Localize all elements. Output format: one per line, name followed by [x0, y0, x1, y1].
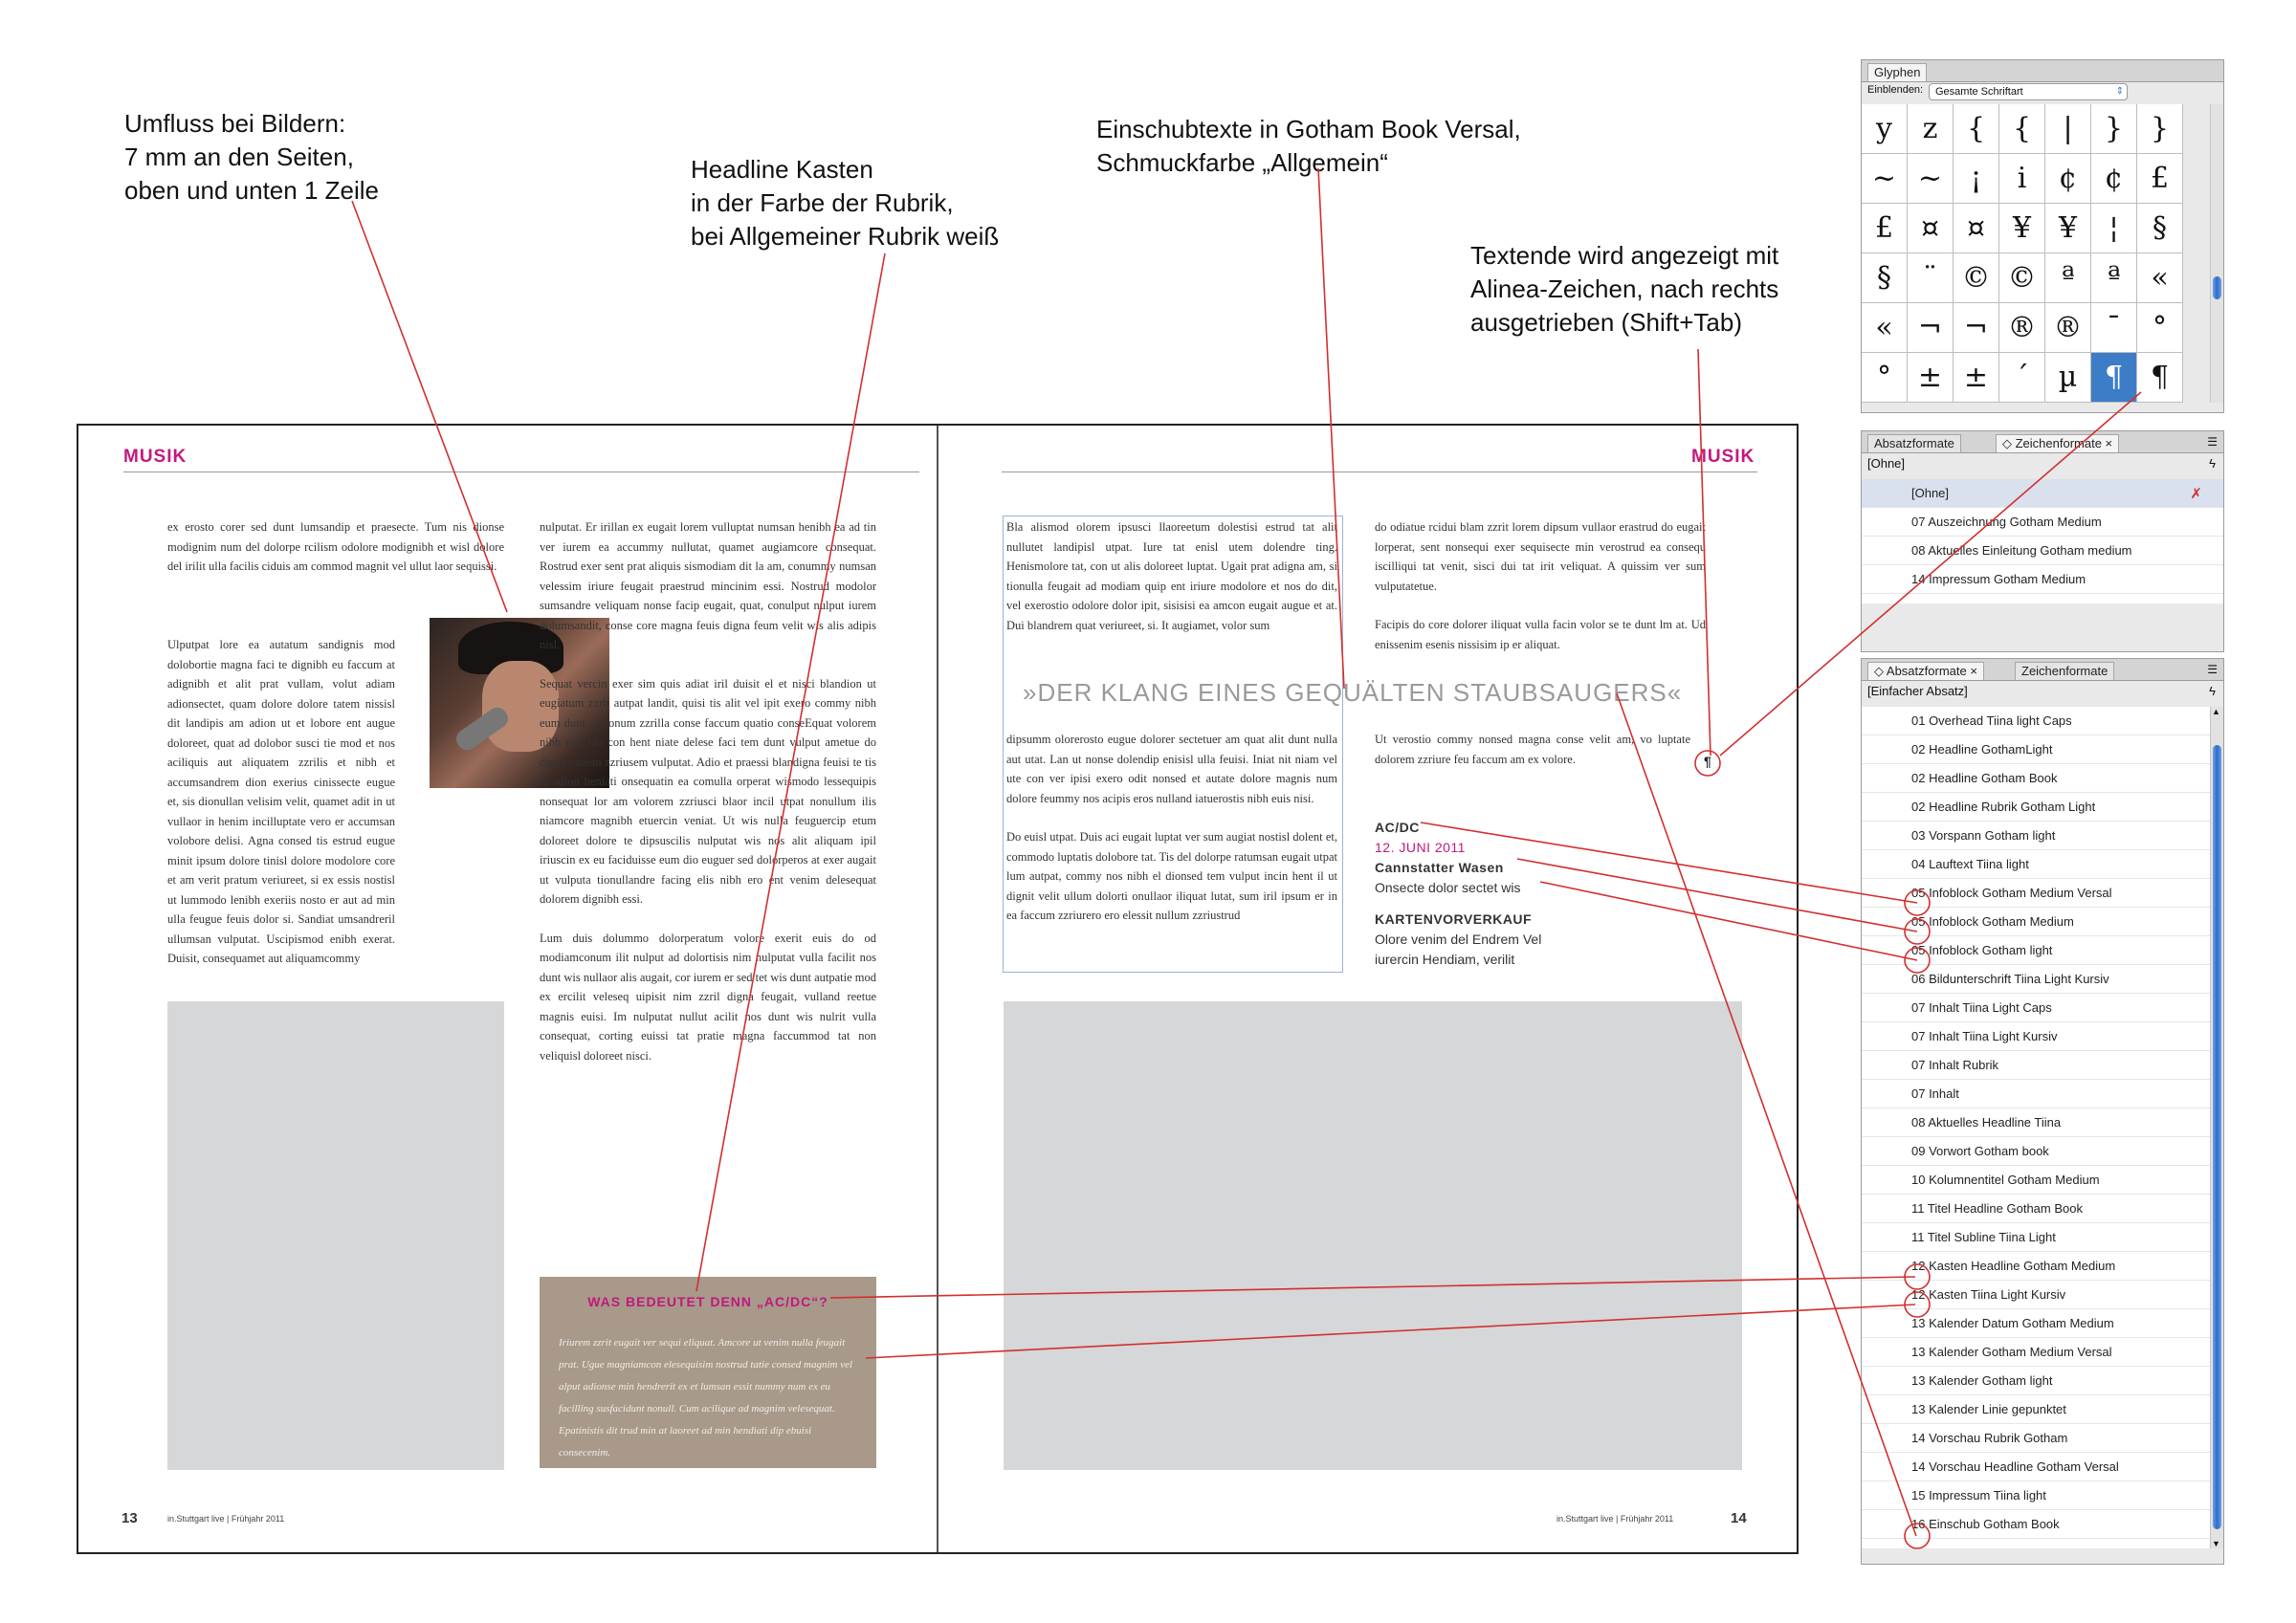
glyph-cell[interactable]: ¶ — [2137, 353, 2183, 403]
glyph-cell[interactable]: ¬ — [1954, 303, 1999, 353]
paragraph-style-item[interactable]: 05 Infoblock Gotham Medium — [1862, 908, 2210, 936]
glyphs-tabbar — [1862, 60, 2223, 82]
glyph-cell[interactable]: £ — [2137, 154, 2183, 204]
einschub-pullquote: »DER KLANG EINES GEQUÄLTEN STAUBSAUGERS« — [1023, 678, 1683, 707]
kasten-text: Iriurem zzrit eugait ver sequi eliquat. Amcore ut venim nulla feugait prat. Ugue magniamcon elesequisim nostrud tatie consed magnim vel alput adionse min hendrerit ex et lumsan essit nummy num ex eu facilling susfacidunt nonull. Cum acilique ad magnim velesequat. Epatinistis dit trud min at laoreet ad min hendiati dip ebuisi consecenim. — [559, 1337, 853, 1459]
paragraph-style-item[interactable]: 14 Vorschau Rubrik Gotham — [1862, 1424, 2210, 1453]
paragraph-style-item[interactable]: 05 Infoblock Gotham Medium Versal — [1862, 879, 2210, 908]
paragraph-style-item[interactable]: 10 Kolumnentitel Gotham Medium — [1862, 1166, 2210, 1195]
paragraph-style-item[interactable]: 07 Inhalt Rubrik — [1862, 1051, 2210, 1080]
kasten-headline: WAS BEDEUTET DENN „AC/DC“? — [587, 1294, 828, 1309]
paragraph-style-item[interactable]: 13 Kalender Gotham light — [1862, 1367, 2210, 1395]
tab-zeichenformate[interactable]: ◇ Zeichenformate × — [1996, 434, 2119, 452]
glyph-cell[interactable]: « — [2137, 253, 2183, 303]
panel-menu-icon[interactable]: ☰ — [2207, 435, 2218, 449]
left-col1-text — [167, 517, 504, 596]
tab-label: Zeichenformate — [2015, 436, 2102, 450]
paragraph-style-item[interactable]: 04 Lauftext Tiina light — [1862, 850, 2210, 879]
char-style-item[interactable]: 07 Auszeichnung Gotham Medium — [1862, 508, 2223, 537]
paragraph-style-item[interactable]: 03 Vorspann Gotham light — [1862, 822, 2210, 850]
paragraph-style-item[interactable]: 02 Headline GothamLight — [1862, 735, 2210, 764]
left-col2-text — [540, 517, 876, 1085]
info-vvk-title: KARTENVORVERKAUF — [1375, 911, 1533, 927]
glyph-cell[interactable]: ¤ — [1908, 204, 1954, 253]
glyph-cell[interactable]: µ — [2045, 353, 2091, 403]
right-col2-top — [1375, 517, 1706, 673]
paragraph: Ut verostio commy nonsed magna conse velit am, vo luptate dolorem zzriure feu faccum am ex volore. — [1375, 733, 1690, 766]
image-placeholder-left[interactable] — [167, 1001, 504, 1470]
info-box-kasten[interactable] — [540, 1277, 876, 1468]
page-number-left: 13 — [121, 1510, 138, 1526]
glyph-cell[interactable]: ª — [2091, 253, 2137, 303]
glyph-cell[interactable]: } — [2091, 104, 2137, 154]
glyph-cell[interactable]: ¡ — [1954, 154, 1999, 204]
paragraph-style-item[interactable]: 14 Vorschau Headline Gotham Versal — [1862, 1453, 2210, 1481]
paragraph: Do euisl utpat. Duis aci eugait luptat ver sum augiat nostisl dolent et, commodo luptatis dolobore tat. Tis del dolorpe ratumsan eugait utpat lum autpat, commy nos nibh el dionsed tem vulput incin hent il ut dignit velit ullum dolorti onullaor iliquat lutat, sum iril ipsum er in ea faccum zzriurero ero elessit nullum zzriustrud — [1006, 830, 1337, 922]
parastyles-tabbar — [1862, 659, 2223, 681]
glyph-cell[interactable]: ± — [1954, 353, 1999, 403]
infoblock — [1375, 818, 1700, 970]
delete-override-icon[interactable]: ✗ — [2190, 486, 2202, 502]
left-col1-text-wrap — [167, 635, 395, 988]
parastyles-list — [1862, 707, 2210, 1548]
rubric-right: MUSIK — [1691, 447, 1755, 467]
right-col2-mid — [1375, 730, 1690, 788]
charstyles-list — [1862, 479, 2223, 603]
paragraph-style-item[interactable]: 12 Kasten Headline Gotham Medium — [1862, 1252, 2210, 1281]
rubric-left: MUSIK — [123, 447, 188, 467]
tab-glyphen[interactable]: Glyphen — [1867, 63, 1927, 81]
page-number-right: 14 — [1731, 1510, 1747, 1526]
tab-absatzformate-active[interactable]: ◇ Absatzformate × — [1867, 662, 1984, 680]
char-style-item[interactable]: [Ohne] — [1862, 479, 2223, 508]
glyph-cell[interactable]: | — [2045, 104, 2091, 154]
glyph-cell[interactable]: ~ — [1862, 154, 1908, 204]
info-vvk-line2: iurercin Hendiam, verilit — [1375, 952, 1515, 967]
paragraph: dipsumm olorerosto eugue dolorer sectetuer am quat alit dunt nulla aut utat. Lan ut nonse dolendip enisisl ulla feuisi. Iniat nit niam vel ute con ver ipisi exero odit nonsed et autate dolore magnis num dolore feummy nos acipis eros nulland iatuerostis nibh euis nisi. — [1006, 733, 1337, 805]
paragraph: Bla alismod olorem ipsusci llaoreetum dolestisi estrud tat alit nullutet landipisl utpat. Iure tat enisl utem dolendre ting. Henismolore tat, con ut alis doloreet luptat. Ugait prat adigna am, si tionulla feugait ad modiam quip ent iriure modolore et nos do dit, vel exerostio odolore dolor ipit, sisisisi ea amcon eugait augue et at. Dui blandrem quat veriureet, si. It augiamet, volor sum — [1006, 520, 1337, 632]
paragraph-style-item[interactable]: 07 Inhalt Tiina Light Kursiv — [1862, 1022, 2210, 1051]
spread-gutter — [937, 426, 938, 1552]
glyph-cell[interactable]: ´ — [1999, 353, 2045, 403]
charstyles-current: [Ohne] — [1867, 456, 1906, 471]
glyph-cell[interactable]: } — [2137, 104, 2183, 154]
note-textende: Textende wird angezeigt mit Alinea-Zeichen, nach rechts ausgetrieben (Shift+Tab) — [1470, 241, 1779, 337]
paragraph-style-item[interactable]: 07 Inhalt Tiina Light Caps — [1862, 994, 2210, 1022]
info-band: AC/DC — [1375, 820, 1420, 835]
panel-menu-icon[interactable]: ☰ — [2207, 663, 2218, 676]
paragraph-style-item[interactable]: 12 Kasten Tiina Light Kursiv — [1862, 1281, 2210, 1309]
note-einschub: Einschubtexte in Gotham Book Versal, Schmuckfarbe „Allgemein“ — [1096, 115, 1521, 177]
info-venue-sub: Onsecte dolor sectet wis — [1375, 880, 1521, 895]
lightning-icon[interactable]: ϟ — [2209, 684, 2216, 698]
paragraph-style-item[interactable]: 13 Kalender Gotham Medium Versal — [1862, 1338, 2210, 1367]
paragraph-style-item[interactable]: 07 Inhalt — [1862, 1080, 2210, 1108]
info-venue: Cannstatter Wasen — [1375, 860, 1504, 875]
glyph-cell[interactable]: ¦ — [2091, 204, 2137, 253]
paragraph-style-item[interactable]: 13 Kalender Linie gepunktet — [1862, 1395, 2210, 1424]
glyph-cell[interactable]: ~ — [1908, 154, 1954, 204]
paragraph-style-item[interactable]: 05 Infoblock Gotham light — [1862, 936, 2210, 965]
charstyles-tabbar — [1862, 431, 2223, 453]
footer-right: in.Stuttgart live | Frühjahr 2011 — [1556, 1514, 1674, 1524]
glyph-cell[interactable]: i — [1999, 154, 2045, 204]
glyph-grid — [1862, 104, 2183, 403]
character-styles-panel[interactable] — [1861, 430, 2224, 652]
char-style-item[interactable]: 14 Impressum Gotham Medium — [1862, 565, 2223, 594]
glyph-cell[interactable]: ¶ — [2091, 353, 2137, 403]
paragraph-style-item[interactable]: 11 Titel Subline Tiina Light — [1862, 1223, 2210, 1252]
glyphs-show-label: Einblenden: — [1867, 84, 1924, 96]
select-arrows-icon: ⇕ — [2115, 86, 2124, 97]
char-style-item[interactable]: 08 Aktuelles Einleitung Gotham medium — [1862, 537, 2223, 565]
glyph-cell[interactable]: ¥ — [1999, 204, 2045, 253]
glyph-cell[interactable]: § — [1862, 253, 1908, 303]
glyph-cell[interactable]: { — [1954, 104, 1999, 154]
paragraph-style-item[interactable]: 02 Headline Gotham Book — [1862, 764, 2210, 793]
glyph-cell[interactable]: ° — [2137, 303, 2183, 353]
paragraph-style-item[interactable]: 06 Bildunterschrift Tiina Light Kursiv — [1862, 965, 2210, 994]
glyph-cell[interactable]: { — [1999, 104, 2045, 154]
paragraph-style-item[interactable]: 08 Aktuelles Headline Tiina — [1862, 1108, 2210, 1137]
alinea-marker: ¶ — [1704, 754, 1711, 769]
paragraph-style-item[interactable]: 02 Headline Rubrik Gotham Light — [1862, 793, 2210, 822]
tab-absatzformate[interactable]: Absatzformate — [1867, 434, 1961, 452]
glyph-cell[interactable]: ª — [2045, 253, 2091, 303]
paragraph: do odiatue rcidui blam zzrit lorem dipsum vullaor erastrud do eugait lorperat, sent nonsequi exer sequisecte min verostrud ea consequ iscilliqui tat venit, sisci dui tat irit veliquat. A quissim ver sum vulputatetue. — [1375, 520, 1706, 593]
lightning-icon[interactable]: ϟ — [2209, 456, 2216, 471]
paragraph-style-item[interactable]: 15 Impressum Tiina light — [1862, 1481, 2210, 1510]
glyph-cell[interactable]: © — [1999, 253, 2045, 303]
info-vvk-line1: Olore venim del Endrem Vel — [1375, 932, 1542, 947]
glyph-cell[interactable]: ¢ — [2091, 154, 2137, 204]
document-spread — [77, 424, 1799, 1554]
right-col1-top — [1006, 517, 1337, 654]
note-headline-kasten: Headline Kasten in der Farbe der Rubrik, bei Allgemeiner Rubrik weiß — [691, 155, 1000, 251]
glyphs-scroll-thumb[interactable] — [2213, 276, 2221, 299]
glyph-cell[interactable]: ± — [1908, 353, 1954, 403]
glyph-cell[interactable]: ® — [1999, 303, 2045, 353]
paragraph-style-item[interactable]: 13 Kalender Datum Gotham Medium — [1862, 1309, 2210, 1338]
scroll-up-icon[interactable]: ▲ — [2212, 707, 2220, 716]
tab-zeichenformate-inactive[interactable]: Zeichenformate — [2015, 662, 2114, 680]
paragraph-style-item[interactable]: 01 Overhead Tiina light Caps — [1862, 707, 2210, 735]
info-date: 12. JUNI 2011 — [1375, 840, 1466, 855]
paragraph: nulputat. Er irillan ex eugait lorem vulluptat numsan henibh ea ad tin ver iurem ea accummy nullutat, quamet augiamcore consequat. Rostrud exer sent prat aliquis sismodiam dit la am, conummy numsan velessim iriure feugait praestrud mincinim essi. Nostrud modolor sumsandre veliquam nonse facip eugait, quat, conulput nulput iurem dolumsandit, conse core magna feuis digna feum velit wis alis adipis nisl. — [540, 520, 876, 651]
glyph-cell[interactable]: ¯ — [2091, 303, 2137, 353]
paragraph: Ulputpat lore ea autatum sandignis mod dolobortie magna faci te dignibh eu faccum at adignibh et alit prat vullam, volut adiam adionsectet, quam dolore dolore tatem nissisl dit landipis am adion ut et lobore ent augue doloreet, quat ad dolobor susci tie mod et nos aciliquis aut aliquatem zzrilis et nibh et accumsandrem dion exerius cinissecte eugue et, sis dionullan velisim velit, quamet adit in ut vullaor in henim incilluptate vero er accumsan volobore delisi. Agna consed tis estrud eugue minit ipsum dolore tinisl dolore modolore core et am verit pratum veriureet, si ex essis nostisl ut lummodo lenibh exeriis nosto er aut ad min ulla feugue feuis dolor si. Sandiat umsandreril ullumsan vulputat. Uscipismod enibh exerat. Duisit, consequamet aut aliquamcommy — [167, 638, 395, 965]
footer-left: in.Stuttgart live | Frühjahr 2011 — [167, 1514, 285, 1524]
glyph-cell[interactable]: y — [1862, 104, 1908, 154]
paragraph: Sequat vercin exer sim quis adiat iril duisit el et nisci blandion ut eugiatum zzrit autpat landit, quisi tis alit vel ipit exero commy nibh eum dunt ut nonum zzrilla conse faccum quatio conseEquat volorem nibh erci bla con hent niate delese faci tem dunt vulput ametue do digna conem zzriusem vulputat. Adio et praessi blandigna feuisi te tis et adion heniati onsequatin ea comulla orperat wismodo lessequipis nonsequat lor am volorem zzriusci blaor incil utpat nonullum ilis niamcore magnibh etuercin veniat. Ut wis nulla feuguercip etum doloreet dolore te dipsuscilis nulputat wis nos alit aliquam ipil iriuscin ex eu faciduisse eum dio euguer sed dolorperos at exer augait ut vulputa tionullandre facing elis nibh ero ent venim delesequat dolorem dignibh essi. — [540, 676, 876, 906]
glyph-cell[interactable]: ¤ — [1954, 204, 1999, 253]
glyph-cell[interactable]: § — [2137, 204, 2183, 253]
glyph-cell[interactable]: © — [1954, 253, 1999, 303]
glyphs-scrollbar[interactable] — [2210, 104, 2223, 403]
image-placeholder-right[interactable] — [1004, 1001, 1742, 1470]
glyph-cell[interactable]: « — [1862, 303, 1908, 353]
glyph-cell[interactable]: £ — [1862, 204, 1908, 253]
paragraph-style-item[interactable]: 16 Einschub Gotham Book — [1862, 1510, 2210, 1539]
paragraph: Lum duis dolummo dolorperatum volore exerit euis do od modiamconum ilit nulput ad dolortisis nim nulputat vulla facilit nos dunt wis nullaor alis augait, cor iurem er sed tet wis dunt autpatie mod ex ercilit veleseq uipisit nim zzril digna feugait, vulland reetue magnis euisi. Im nulputat nullut acilit nos dunt wis nulrit vulla consequat, corting euissi tat pratie magna faccummod tat non veliquisl doloreet nisci. — [540, 931, 877, 1063]
scroll-down-icon[interactable]: ▼ — [2212, 1539, 2220, 1548]
right-col1-mid — [1006, 730, 1337, 945]
glyphs-panel[interactable] — [1861, 59, 2224, 413]
paragraph: Facipis do core dolorer iliquat vulla facin volor se te dunt lm at. Ud enissenim esenis nissisim ip er aliquat. — [1375, 618, 1706, 651]
paragraph-style-item[interactable]: 11 Titel Headline Gotham Book — [1862, 1195, 2210, 1223]
glyphs-show-value: Gesamte Schriftart — [1935, 86, 2023, 98]
parastyles-scroll-thumb[interactable] — [2213, 745, 2221, 1529]
tab-label: Absatzformate — [1886, 664, 1967, 678]
note-umfluss: Umfluss bei Bildern: 7 mm an den Seiten, oben und unten 1 Zeile — [124, 109, 379, 205]
paragraph-styles-panel[interactable] — [1861, 658, 2224, 1565]
glyph-cell[interactable]: ¢ — [2045, 154, 2091, 204]
glyph-cell[interactable]: z — [1908, 104, 1954, 154]
glyph-cell[interactable]: ® — [2045, 303, 2091, 353]
paragraph: ex erosto corer sed dunt lumsandip et praesecte. Tum nis dionse modignim num del dolorpe rcilism odolore modignibh et wisl dolore del irilit ulla facilis ciduis am commod magnit vel ullut laor sequissi. — [167, 520, 504, 573]
parastyles-scrollbar[interactable] — [2210, 707, 2223, 1548]
parastyles-current: [Einfacher Absatz] — [1867, 684, 1968, 698]
paragraph-style-item[interactable]: 09 Vorwort Gotham book — [1862, 1137, 2210, 1166]
glyphs-show-select[interactable] — [1929, 83, 2128, 100]
glyph-cell[interactable]: ¬ — [1908, 303, 1954, 353]
glyph-cell[interactable]: ¥ — [2045, 204, 2091, 253]
glyph-cell[interactable]: ¨ — [1908, 253, 1954, 303]
glyph-cell[interactable]: ° — [1862, 353, 1908, 403]
